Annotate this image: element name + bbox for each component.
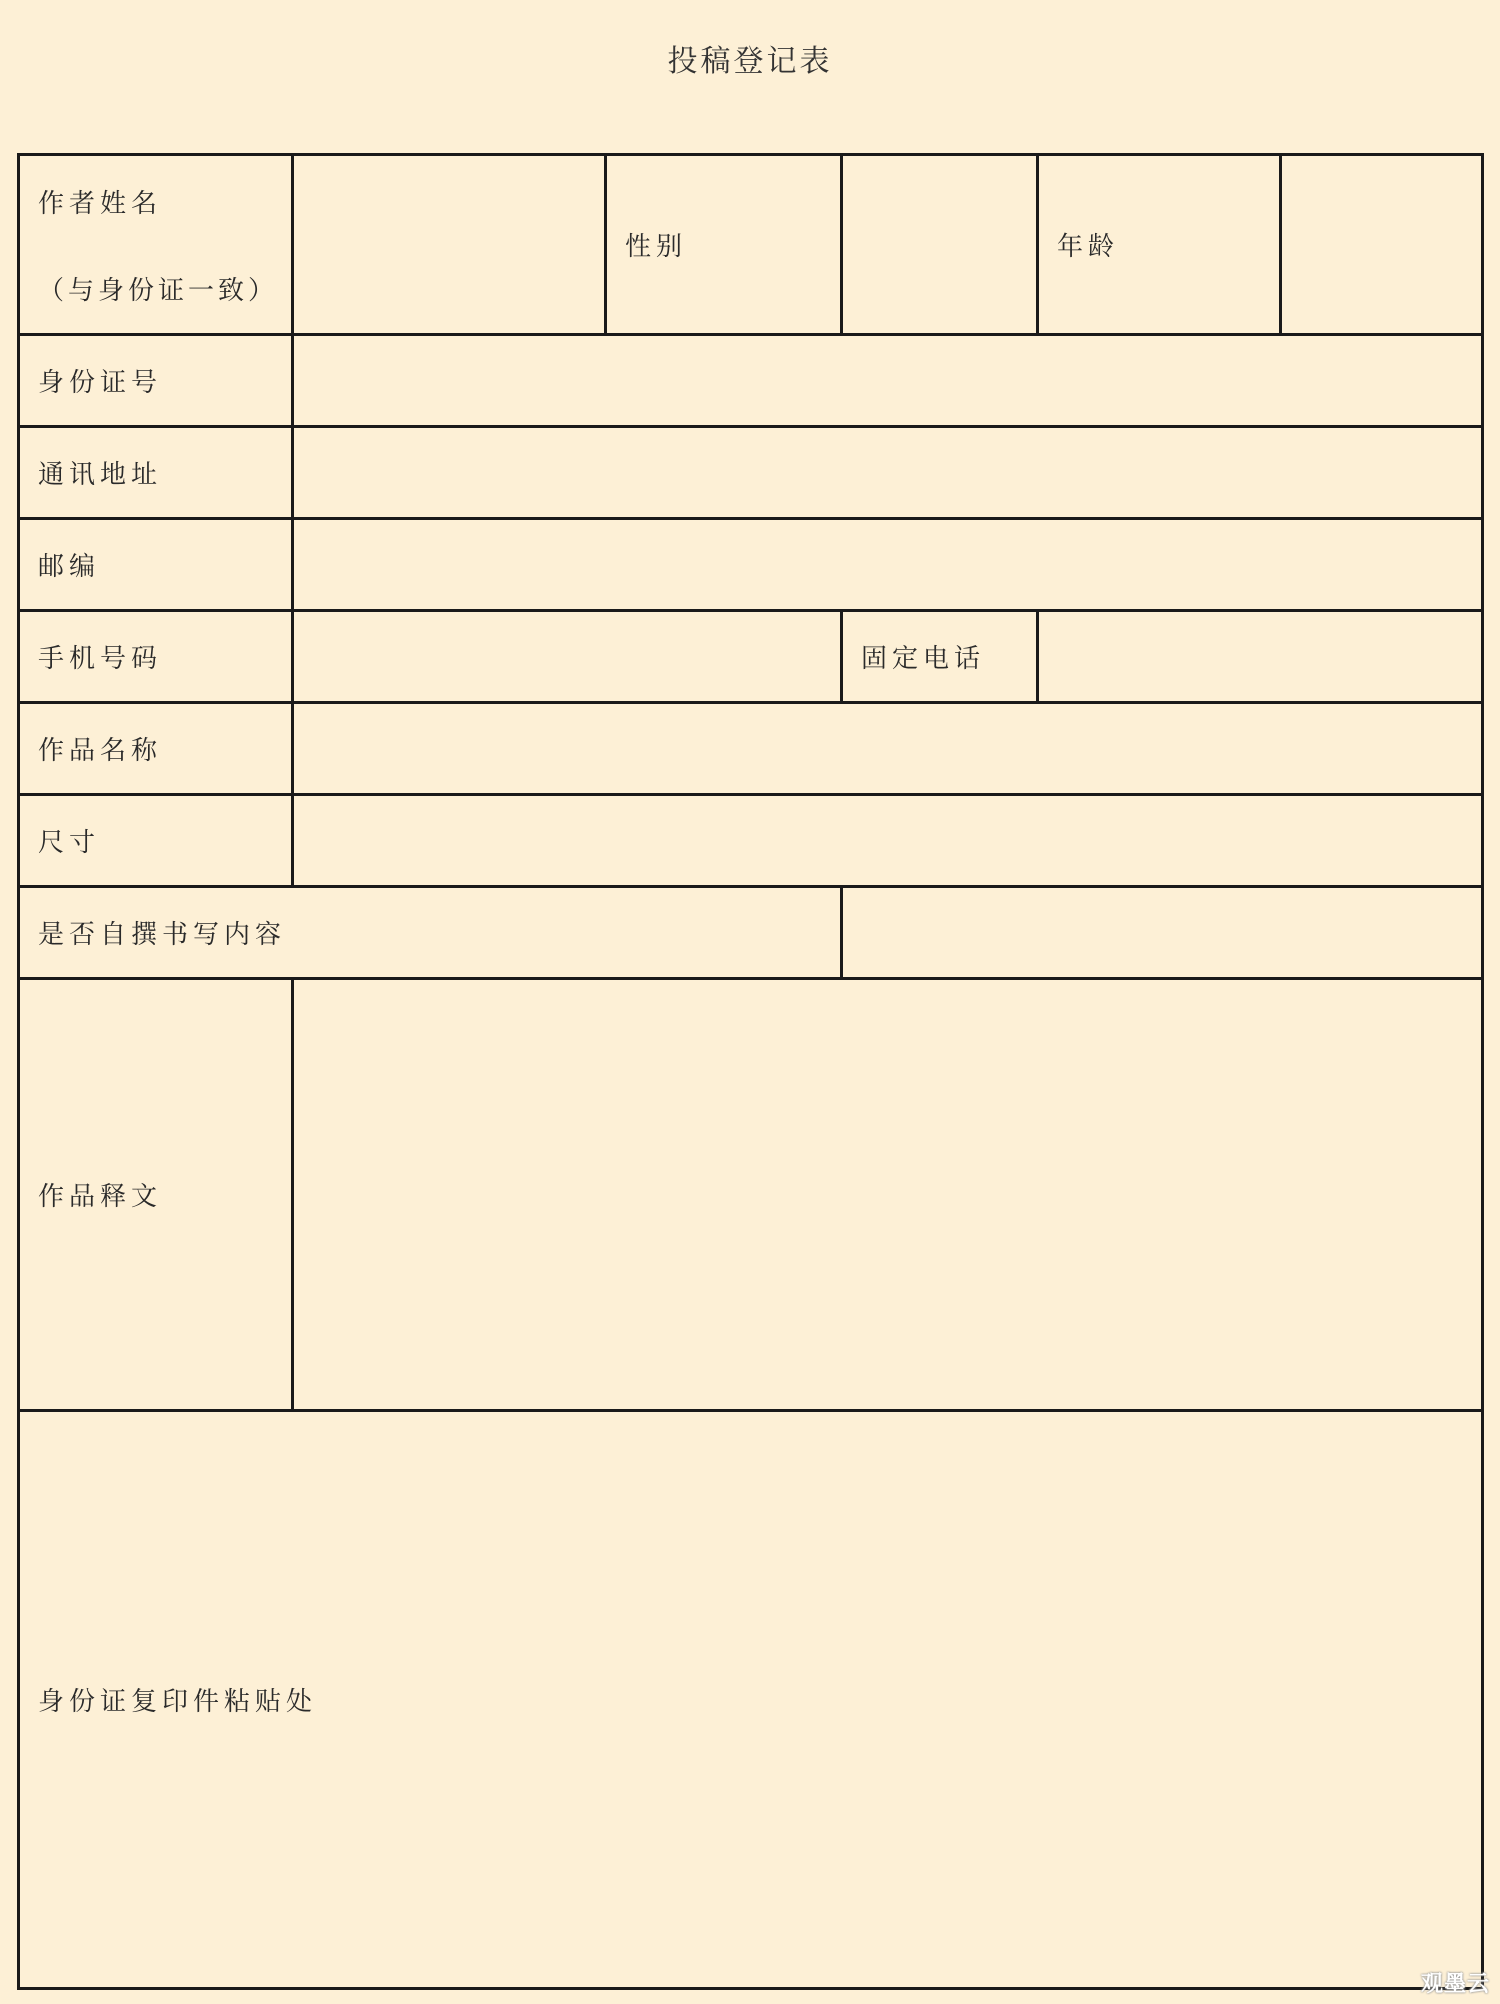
- landline-field[interactable]: [1038, 611, 1483, 703]
- row-address: [19, 427, 1483, 519]
- age-label: 年龄: [1038, 155, 1281, 335]
- registration-form-table: [17, 153, 1484, 1990]
- mobile-field[interactable]: [293, 611, 842, 703]
- row-id-number: [19, 335, 1483, 427]
- transcription-label: 作品释文: [19, 979, 293, 1411]
- author-name-field[interactable]: [293, 155, 606, 335]
- mobile-label: 手机号码: [19, 611, 293, 703]
- self-written-label: 是否自撰书写内容: [19, 887, 842, 979]
- work-title-field[interactable]: [293, 703, 1483, 795]
- address-label: 通讯地址: [19, 427, 293, 519]
- watermark-logo: 观墨云: [1420, 1972, 1490, 1997]
- landline-label: 固定电话: [842, 611, 1038, 703]
- id-number-label: 身份证号: [19, 335, 293, 427]
- address-field[interactable]: [293, 427, 1483, 519]
- size-field[interactable]: [293, 795, 1483, 887]
- author-name-label-main: 作者姓名: [38, 188, 163, 219]
- author-name-label: [19, 155, 293, 335]
- postcode-field[interactable]: [293, 519, 1483, 611]
- row-postcode: [19, 519, 1483, 611]
- row-work-title: [19, 703, 1483, 795]
- row-id-copy: [19, 1411, 1483, 1989]
- row-size: [19, 795, 1483, 887]
- self-written-field[interactable]: [842, 887, 1483, 979]
- row-author: [19, 155, 1483, 335]
- id-copy-area: 身份证复印件粘贴处: [19, 1411, 1483, 1989]
- row-phone: [19, 611, 1483, 703]
- gender-label: 性别: [606, 155, 842, 335]
- author-name-label-note: （与身份证一致）: [38, 275, 279, 306]
- size-label: 尺寸: [19, 795, 293, 887]
- postcode-label: 邮编: [19, 519, 293, 611]
- form-title: 投稿登记表: [667, 44, 833, 79]
- gender-field[interactable]: [842, 155, 1038, 335]
- age-field[interactable]: [1281, 155, 1483, 335]
- transcription-field[interactable]: [293, 979, 1483, 1411]
- id-number-field[interactable]: [293, 335, 1483, 427]
- row-self-written: [19, 887, 1483, 979]
- work-title-label: 作品名称: [19, 703, 293, 795]
- row-transcription: [19, 979, 1483, 1411]
